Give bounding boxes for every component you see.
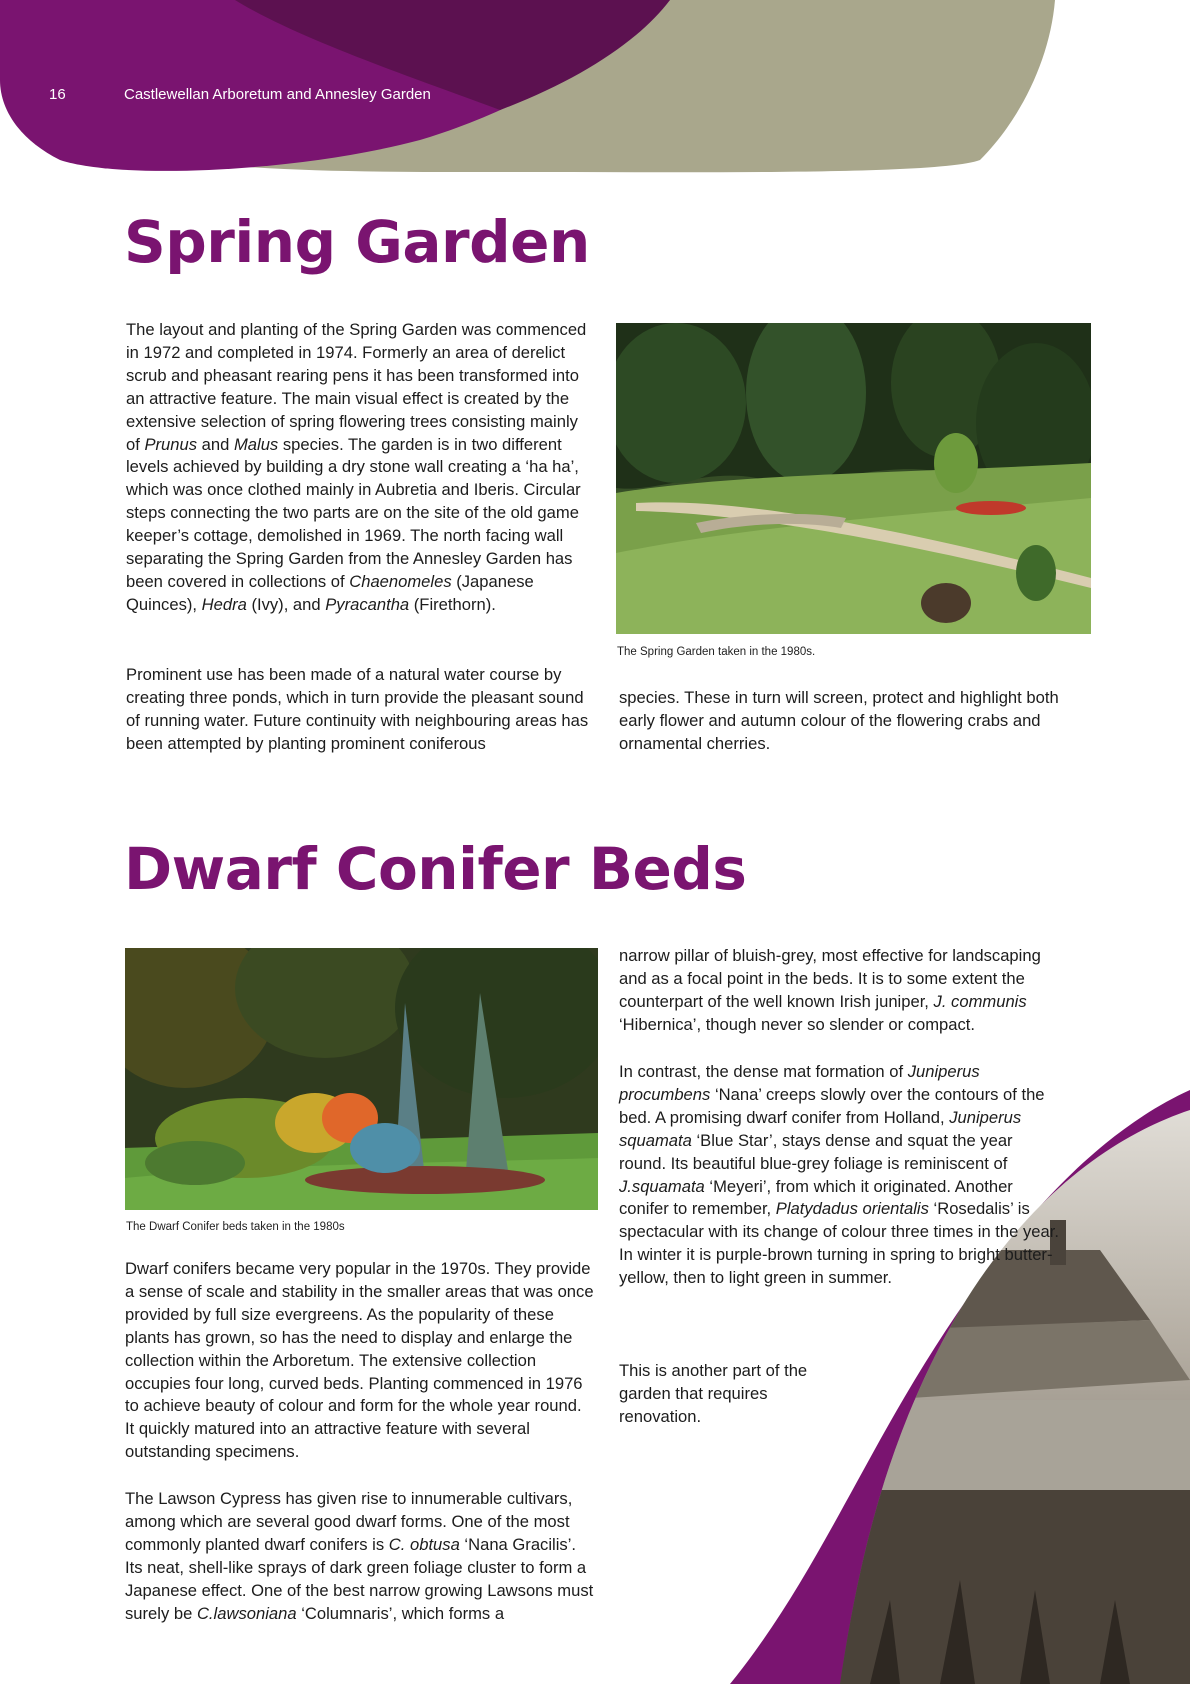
text-run: In contrast, the dense mat formation of: [619, 1062, 908, 1081]
text-run: (Japanese Quinces),: [126, 571, 534, 614]
spring-garden-photo: [616, 323, 1091, 634]
italic-text: J. communis: [933, 991, 1027, 1011]
italic-text: Hedra: [201, 594, 247, 614]
dwarf-conifer-paragraph-4: [619, 1061, 1059, 1290]
text-run: ‘Blue Star’, stays dense and squat the year round. Its beautiful blue-grey foliage is reminiscent of: [619, 1130, 1013, 1173]
text-run: and: [197, 434, 234, 454]
dwarf-conifer-photo: [125, 948, 598, 1210]
text-run: species. The garden is in two different levels achieved by building a dry stone wall creating a ‘ha ha’, which was once clothed mainly in Aubretia and Iberis. Circular steps connecting the two parts are on the site of the old game keeper’s cottage, demolished in 1969. The north facing wall separating the Spring Garden from the Annesley Garden has been covered in collections of: [126, 434, 581, 591]
spring-garden-photo-caption: The Spring Garden taken in the 1980s.: [617, 646, 816, 658]
dwarf-conifer-title: Dwarf Conifer Beds: [124, 835, 747, 903]
text-run: (Ivy), and: [246, 594, 326, 614]
text-run: ‘Nana’ creeps slowly over the contours of the bed. A promising dwarf conifer from Holland,: [619, 1084, 1045, 1127]
dwarf-conifer-paragraph-1: Dwarf conifers became very popular in the 1970s. They provide a sense of scale and stability in the smaller areas that was once provided by full size evergreens. As the popularity of these plants has grown, so has the need to display and enlarge the collection within the Arboretum. The extensive collection occupies four long, curved beds. Planting commenced in 1976 to achieve beauty of colour and form for the whole year round. It quickly matured into an attractive feature with several outstanding specimens.: [125, 1259, 594, 1462]
spring-garden-paragraph-1: [126, 319, 596, 617]
text-run: ‘Columnaris’, which forms a: [296, 1603, 505, 1623]
text-run: ‘Hibernica’, though never so slender or compact.: [619, 1014, 976, 1034]
text-run: ‘Nana Gracilis’. Its neat, shell-like sprays of dark green foliage cluster to form a Japanese effect. One of the best narrow growing Lawsons must surely be: [125, 1534, 594, 1623]
page-number: 16: [49, 86, 66, 103]
italic-text: Malus: [233, 434, 279, 454]
dwarf-conifer-paragraph-3: [619, 945, 1069, 1037]
italic-text: Pyracantha: [325, 594, 410, 614]
dwarf-conifer-photo-caption: The Dwarf Conifer beds taken in the 1980s: [126, 1221, 345, 1233]
text-run: The layout and planting of the Spring Garden was commenced in 1972 and completed in 1974. Formerly an area of derelict scrub and pheasant rearing pens it has been transformed into an attractive feature. The main visual effect is created by the extensive selection of spring flowering trees consisting mainly of: [126, 320, 587, 454]
text-run: narrow pillar of bluish-grey, most effective for landscaping and as a focal point in the beds. It is to some extent the counterpart of the well known Irish juniper,: [619, 946, 1041, 1011]
dwarf-conifer-paragraph-2: [125, 1488, 595, 1625]
italic-text: Chaenomeles: [349, 571, 452, 591]
italic-text: Prunus: [144, 434, 198, 454]
spring-garden-title: Spring Garden: [124, 208, 590, 276]
italic-text: C. obtusa: [388, 1534, 460, 1554]
italic-text: Juniperus procumbens: [619, 1062, 980, 1104]
italic-text: Platydadus orientalis: [775, 1199, 929, 1219]
italic-text: Juniperus squamata: [619, 1107, 1022, 1150]
italic-text: J.squamata: [619, 1176, 705, 1196]
running-title: Castlewellan Arboretum and Annesley Garden: [124, 86, 431, 103]
spring-garden-paragraph-3: species. These in turn will screen, protect and highlight both early flower and autumn colour of the flowering crabs and ornamental cherries.: [619, 688, 1059, 753]
spring-garden-paragraph-2: Prominent use has been made of a natural water course by creating three ponds, which in turn provide the pleasant sound of running water. Future continuity with neighbouring areas has been attempted by planting prominent coniferous: [126, 665, 589, 753]
text-run: ‘Meyeri’, from which it originated. Another conifer to remember,: [619, 1176, 1013, 1219]
text-run: (Firethorn).: [409, 594, 496, 614]
italic-text: C.lawsoniana: [196, 1603, 297, 1623]
text-run: ‘Rosedalis’ is spectacular with its change of colour three times in the year. In winter it is purple-brown turning in spring to bright butter-yellow, then to light green in summer.: [619, 1199, 1059, 1288]
text-run: The Lawson Cypress has given rise to innumerable cultivars, among which are several good dwarf forms. One of the most commonly planted dwarf conifers is: [125, 1489, 573, 1554]
dwarf-conifer-paragraph-5: This is another part of the garden that requires renovation.: [619, 1361, 808, 1426]
